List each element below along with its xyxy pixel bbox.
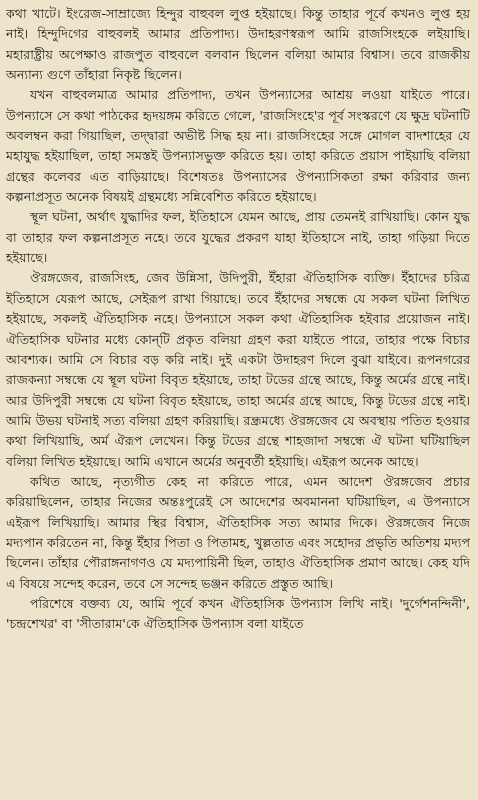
paragraph-1: কথা খাটে। ইংরেজ-সাম্রাজ্যে হিন্দুর বাহুবল লুপ্ত হইয়াছে। কিন্তু তাহার পূর্বে কখনও লুপ্ত হয় নাই। হিন্দুদিগের বাহুবলই আমার প্রতিপাদ্য। উদাহরণস্বরূপ আমি রাজসিংহকে লইয়াছি। মহারাষ্ট্রীয় অপেক্ষাও রাজপুত বাহুবলে বলবান ছিলেন বলিয়া আমার বিশ্বাস। তবে রাজকীয় অন্যান্য গুণে তাঁহারা নিকৃষ্ট ছিলেন।	[6, 6, 470, 83]
paragraph-4: ঔরঙ্গজেব, রাজসিংহ, জেব উন্নিসা, উদিপুরী, ইঁহারা ঐতিহাসিক ব্যক্তি। ইঁহাদের চরিত্র ইতিহাসে যেরূপ আছে, সেইরূপ রাখা গিয়াছে। তবে ইঁহাদের সম্বন্ধে যে সকল ঘটনা লিখিত হইয়াছে, সকলই ঐতিহাসিক নহে। উপন্যাসে সকল কথা ঐতিহাসিক হইবার প্রয়োজন নাই। ঐতিহাসিক ঘটনার মধ্যে কোন্‌টি প্রকৃত বলিয়া গ্রহণ করা যাইতে পারে, তাহার পক্ষে বিচার আবশ্যক। আমি সে বিচার বড় করি নাই। দুই একটা উদাহরণ দিলে বুঝা যাইবে। রূপনগরের রাজকন্যা সম্বন্ধে যে স্থূল ঘটনা বিবৃত হইয়াছে, তাহা টডের গ্রন্থে আছে, কিন্তু অর্মের গ্রন্থে নাই। আর উদিপুরী সম্বন্ধে যে ঘটনা বিবৃত হইয়াছে, তাহা অর্মের গ্রন্থে আছে, কিন্তু টডের গ্রন্থে নাই। আমি উভয় ঘটনাই সত্য বলিয়া গ্রহণ করিয়াছি। রন্ধ্রমধ্যে ঔরঙ্গজেব যে অবস্থায় পতিত হওয়ার কথা লিখিয়াছি, অর্ম ঐরূপ লেখেন। কিন্তু টডের গ্রন্থে শাহজাদা সম্বন্ধে ঐ ঘটনা ঘটিয়াছিল বলিয়া লিখিত হইয়াছে। আমি এখানে অর্মের অনুবর্তী হইয়াছি। এইরূপ অনেক আছে।	[6, 270, 470, 469]
paragraph-6: পরিশেষে বক্তব্য যে, আমি পূর্বে কখন ঐতিহাসিক উপন্যাস লিখি নাই। 'দুর্গেশনন্দিনী', 'চন্দ্রশেখর' বা 'সীতারাম'কে ঐতিহাসিক উপন্যাস বলা যাইতে	[6, 595, 470, 632]
paragraph-5: কথিত আছে, নৃত্যগীত কেহ না করিতে পারে, এমন আদেশ ঔরঙ্গজেব প্রচার করিয়াছিলেন, তাহার নিজের অন্তঃপুরেই সে আদেশের অবমাননা ঘটিয়াছিল, এ উপন্যাসে এইরূপ লিখিয়াছি। আমার স্থির বিশ্বাস, ঐতিহাসিক সত্য আমার দিকে। ঔরঙ্গজেব নিজে মদ্যপান করিতেন না, কিন্তু ইঁহার পিতা ও পিতামহ, খুল্লতাত এবং সহোদর প্রভৃতি অতিশয় মদ্যপ ছিলেন। তাঁহার পৌরাঙ্গনাগণও যে মদ্যপায়িনী ছিল, তাহাও ঐতিহাসিক প্রমাণ আছে। কেহ যদি এ বিষয়ে সন্দেহ করেন, তবে সে সন্দেহ ভঞ্জন করিতে প্রস্তুত আছি।	[6, 473, 470, 591]
paragraph-3: স্থূল ঘটনা, অর্থাৎ যুদ্ধাদির ফল, ইতিহাসে যেমন আছে, প্রায় তেমনই রাখিয়াছি। কোন যুদ্ধ বা তাহার ফল কল্পনাপ্রসূত নহে। তবে যুদ্ধের প্রকরণ যাহা ইতিহাসে নাই, তাহা গড়িয়া দিতে হইয়াছে।	[6, 209, 470, 266]
paragraph-2: যখন বাহুবলমাত্র আমার প্রতিপাদ্য, তখন উপন্যাসের আশ্রয় লওয়া যাইতে পারে। উপন্যাসে সে কথা পাঠকের হৃদয়ঙ্গম করিতে গেলে, 'রাজসিংহে'র পূর্ব সংস্করণে যে ক্ষুদ্র ঘটনাটি অবলম্বন করা গিয়াছিল, তদ্দ্বারা অভীষ্ট সিদ্ধ হয় না। রাজসিংহের সঙ্গে মোগল বাদশাহের যে মহাযুদ্ধ হইয়াছিল, তাহা সমস্তই উপন্যাসভুক্ত করিতে হয়। তাহা করিতে প্রয়াস পাইয়াছি বলিয়া গ্রন্থের কলেবর এত বাড়িয়াছে। বিশেষতঃ উপন্যাসের ঔপন্যাসিকতা রক্ষা করিবার জন্য কল্পনাপ্রসূত অনেক বিষয়ই গ্রন্থমধ্যে সন্নিবেশিত করিতে হইয়াছে।	[6, 87, 470, 205]
